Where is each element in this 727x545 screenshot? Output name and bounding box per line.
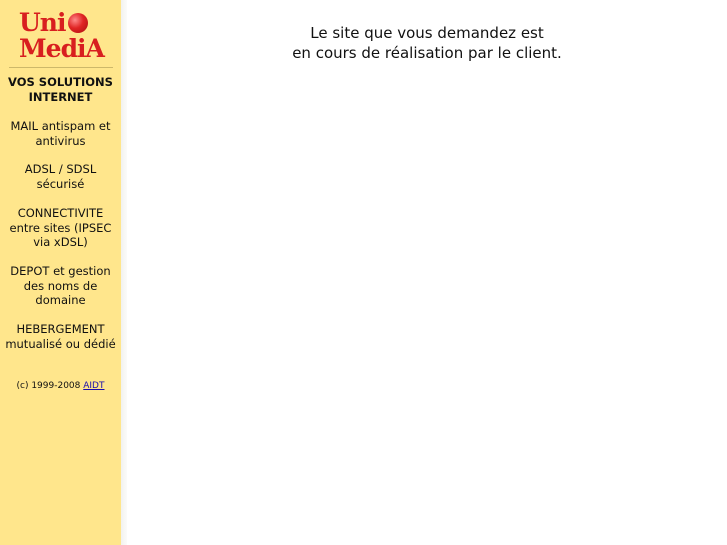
sidebar [0,0,121,545]
sidebar-item-adsl[interactable]: ADSL / SDSL sécurisé [24,162,97,191]
sidebar-item-hebergement[interactable]: HEBERGEMENT mutualisé ou dédié [5,322,116,351]
construction-message [127,23,727,63]
sidebar-item-connectivite[interactable]: CONNECTIVITE entre sites (IPSEC via xDSL) [9,206,112,249]
logo-text-uni: Uni [19,8,66,37]
sidebar-item-mail[interactable]: MAIL antispam et antivirus [10,119,111,148]
sidebar-item-depot[interactable]: DEPOT et gestion des noms de domaine [10,264,111,307]
unimedia-logo[interactable] [14,8,106,62]
message-line-2: en cours de réalisation par le client. [292,44,562,62]
message-line-1: Le site que vous demandez est [310,24,544,42]
sidebar-divider [9,67,113,68]
copyright [0,380,121,392]
sidebar-heading: VOS SOLUTIONS INTERNET [8,75,113,104]
sidebar-edge [121,0,127,545]
aidt-link[interactable]: AIDT [83,381,105,391]
logo-ball-icon [68,13,88,33]
copyright-text: (c) 1999-2008 [16,381,84,391]
logo-text-media: MediA [19,34,104,63]
